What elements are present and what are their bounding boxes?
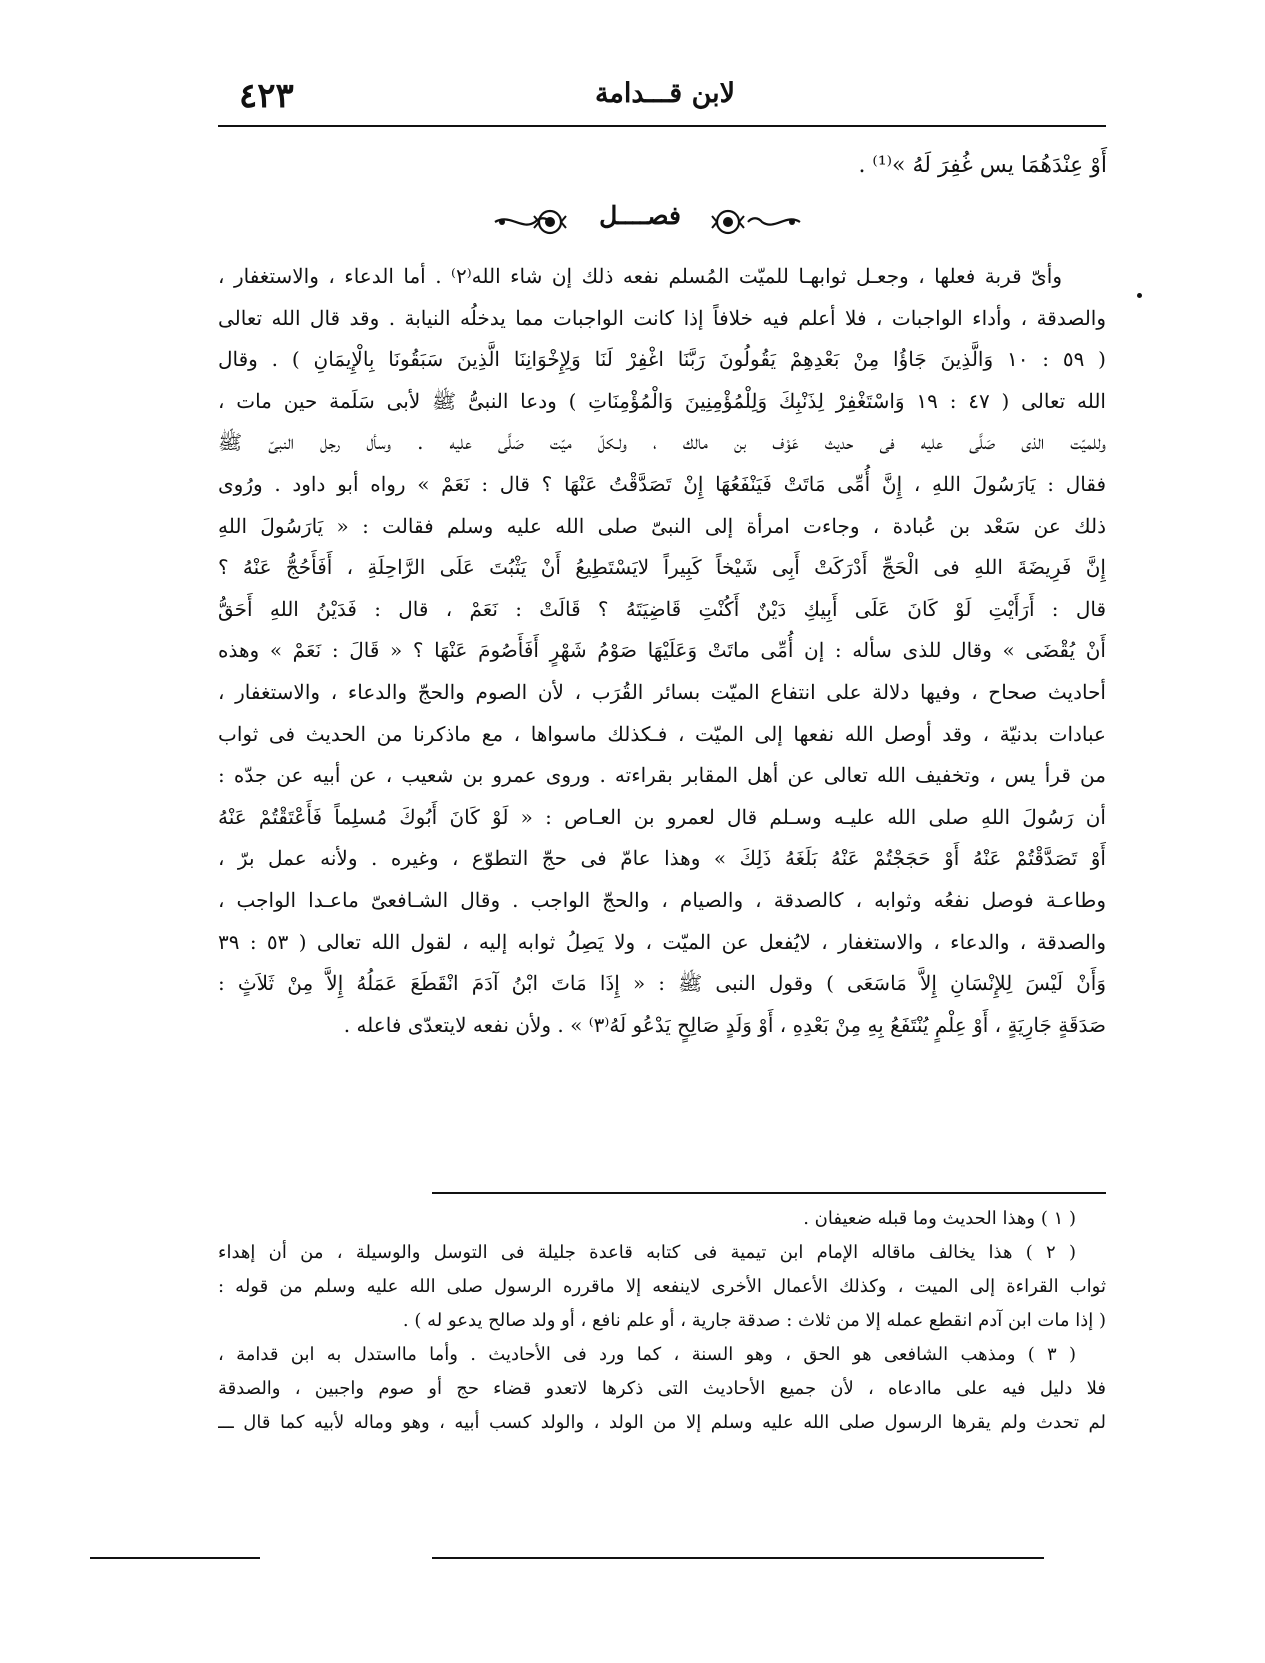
margin-dot [1137,293,1142,298]
section-heading [440,195,840,245]
footnote-line: لم تحدث ولم يقرها الرسول صلى الله عليه وسلم إلا من الولد ، والولد كسب أبيه ، وهو وماله لأبيه كما قال ـــ [218,1412,1106,1433]
text-line: وَأَنْ لَيْسَ لِلإِنْسَانِ إِلاَّ مَاسَعَى ) وقول النبى ﷺ : « إِذَا مَاتَ ابْنُ آدَمَ انْقَطَعَ عَمَلُهُ إِلاَّ مِنْ ثَلاَثٍ : [218,971,1106,996]
text-line: قال : أَرَأَيْتِ لَوْ كَانَ عَلَى أَبِيكِ دَيْنٌ أَكُنْتِ قَاضِيَتَهُ ؟ قَالَتْ : نَعَمْ ، قال : فَدَيْنُ اللهِ أَحَقُّ [218,596,1106,621]
running-title: لابن قـــدامة [594,78,736,109]
bottom-rule-right [432,1557,1044,1559]
text-line: من قرأ يس ، وتخفيف الله تعالى عن أهل المقابر بقراءته . وروى عمرو بن شعيب ، عن أبيه عن جدّه : [218,763,1106,788]
text-line: عبادات بدنيّة ، وقد أوصل الله نفعها إلى الميّت ، فـكذلك ماسواها ، مع ماذكرنا من الحديث فى ثواب [218,721,1106,746]
page-header [215,76,1115,124]
text-line: وطاعـة فوصل نفعُه وثوابه ، كالصدقة ، والصيام ، والحجّ الواجب . وقال الشـافعىّ ماعـدا الواجب ، [218,887,1106,912]
text-line: أحاديث صحاح ، وفيها دلالة على انتفاع الميّت بسائر القُرَب ، لأن الصوم والحجّ والدعاء ، والاستغفار ، [218,679,1106,704]
main-text [218,256,1106,1046]
text-line: أَنْ يُقْضَى » وقال للذى سأله : إن أُمِّى ماتَتْ وَعَلَيْهَا صَوْمُ شَهْرٍ أَفَأَصُومَ عَنْهَا ؟ « قَالَ : نَعَمْ » وهذه [218,638,1106,663]
text-line: وللميّت الذى صَلَّى عليه فى حديث عَوْف بن مالك ، ولـكلّ ميّت صَلَّى عليه . وسأل رجل النبىّ ﷺ [218,430,1106,455]
text-line: أن رَسُولَ اللهِ صلى الله عليـه وسـلم قال لعمرو بن العـاص : « لَوْ كَانَ أَبُوكَ مُسلِماً فَأَعْتَقْتُمْ عَنْهُ [218,804,1106,829]
text-line: الله تعالى ( ٤٧ : ١٩ وَاسْتَغْفِرْ لِذَنْبِكَ وَلِلْمُؤْمِنِينَ وَالْمُؤْمِنَاتِ ) ودعا النبىُّ ﷺ لأبى سَلَمة حين مات ، [218,388,1106,413]
text-line: أَوْ تَصَدَّقْتُمْ عَنْهُ أَوْ حَجَجْتُمْ عَنْهُ بَلَغَهُ ذَلِكَ » وهذا عامّ فى حجّ التطوّع ، وغيره . ولأنه عمل برّ ، [218,846,1106,871]
page-number: ٤٢٣ [239,76,294,116]
footnote-rule [432,1192,1106,1194]
footnote-line: ( ٣ ) ومذهب الشافعى هو الحق ، وهو السنة ، كما ورد فى الأحاديث . وأما مااستدل به ابن قدامة ، [218,1344,1077,1365]
footnote-line: ( ٢ ) هذا يخالف ماقاله الإمام ابن تيمية فى كتابه قاعدة جليلة فى التوسل والوسيلة ، من أن إهداء [218,1242,1077,1263]
footnotes [218,1202,1106,1440]
footnote-line: ( إذا مات ابن آدم انقطع عمله إلا من ثلاث : صدقة جارية ، أو علم نافع ، أو ولد صالح يدعو له ) . [402,1310,1106,1331]
footnote-line: ثواب القراءة إلى الميت ، وكذلك الأعمال الأخرى لاينفعه إلا ماقرره الرسول صلى الله عليه وسلم من قوله : [218,1276,1106,1297]
text-line: وأىّ قربة فعلها ، وجعـل ثوابهـا للميّت المُسلم نفعه ذلك إن شاء الله⁽٢⁾ . أما الدعاء ، والاستغفار ، [218,264,1063,288]
footnote-line: فلا دليل فيه على ماادعاه ، لأن جميع الأحاديث التى ذكرها لاتعدو قضاء حج أو صوم واجبين ، والصدقة [218,1378,1106,1399]
header-rule [218,125,1106,127]
carry-over-line: أَوْ عِنْدَهُمَا يس غُفِرَ لَهُ »⁽¹⁾ . [858,153,1107,178]
text-line: صَدَقَةٍ جَارِيَةٍ ، أَوْ عِلْمٍ يُنْتَفَعُ بِهِ مِنْ بَعْدِهِ ، أَوْ وَلَدٍ صَالِحٍ يَدْعُو لَهُ⁽٣⁾ » . ولأن نفعه لايتعدّى فاعله . [343,1012,1106,1037]
footnote-line: ( ١ ) وهذا الحديث وما قبله ضعيفان . [803,1208,1076,1229]
section-heading-word: فصــــل [599,201,681,230]
text-line: والصدقة ، والدعاء ، والاستغفار ، لايُفعل عن الميّت ، ولا يَصِلُ ثوابه إليه ، لقول الله تعالى ( ٥٣ : ٣٩ [218,929,1106,954]
text-line: ( ٥٩ : ١٠ وَالَّذِينَ جَاؤُا مِنْ بَعْدِهِمْ يَقُولُونَ رَبَّنَا اغْفِرْ لَنَا وَلِإِخْوَانِنَا الَّذِينَ سَبَقُونَا بِالْإِيمَانِ ) . وقال [218,347,1106,372]
text-line: ذلك عن سَعْد بن عُبادة ، وجاءت امرأة إلى النبىّ صلى الله عليه وسلم فقالت : « يَارَسُولَ اللهِ [218,513,1106,538]
text-line: إِنَّ فَرِيضَةَ اللهِ فى الْحَجِّ أَدْرَكَتْ أَبِى شَيْخاً كَبِيراً لايَسْتَطِيعُ أَنْ يَثْبُتَ عَلَى الرَّاحِلَةِ ، أَفَأَحُجُّ عَنْهُ ؟ [218,555,1106,580]
text-line: والصدقة ، وأداء الواجبات ، فلا أعلم فيه خلافاً إذا كانت الواجبات مما يدخلُه النيابة . وقد قال الله تعالى [218,305,1106,330]
bottom-rule-left [90,1557,260,1559]
text-line: فقال : يَارَسُولَ اللهِ ، إِنَّ أُمِّى مَاتَتْ فَيَنْفَعُهَا إِنْ تَصَدَّقْتُ عَنْهَا ؟ قال : نَعَمْ » رواه أبو داود . ورُوى [218,471,1106,496]
